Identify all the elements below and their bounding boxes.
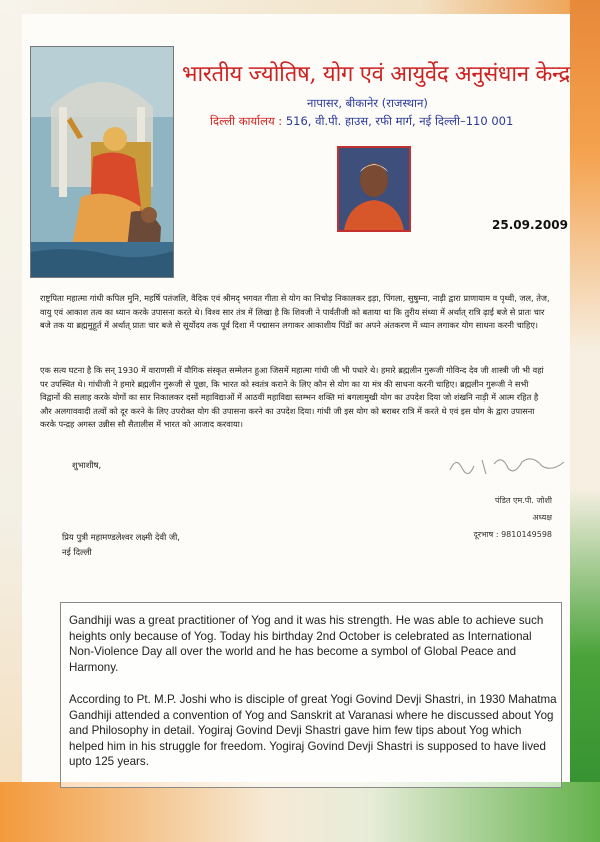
hindi-paragraph-1: राष्ट्रपिता महात्मा गांधी कपिल मुनि, महर्षि पतंजलि, वैदिक एवं श्रीमद् भगवत गीता से योग का निचोड़ निकालकर इड़ा, पिंगला, सुषुम्ना, नाड़ी द्वारा प्राणायाम व पृथ्वी, जल, तेज, वायु एवं आकाश तत्व का ध्यान करके उपासना करते थे। विश्व सार तंत्र में लिखा है कि शिवजी ने पार्वतीजी को बताया था कि तुरीय संध्या में अर्थात् रात्रि ढ़ाई बजे से प्रातः चार बजे तक या ब्रह्ममुहूर्त में अर्थात् प्रातः चार बजे से सूर्योदय तक पूर्व दिशा में पद्मासन लगाकर आकाशीय पिंडों का अपने अंतकरण में ध्यान लगाकर योग साधना करनी चाहिए। xyxy=(40,293,550,331)
english-summary-box xyxy=(60,602,562,788)
person-portrait-icon xyxy=(339,148,409,230)
hindi-paragraph-2: एक सत्य घटना है कि सन् 1930 में वाराणसी में यौगिक संस्कृत सम्मेलन हुआ जिसमें महात्मा गांधी जी भी पधारे थे। हमारे ब्रह्मलीन गुरूजी गोविन्द देव जी शास्त्री जी भी वहां पर उपस्थित थे। गांधीजी ने हमारे ब्रह्मलीन गुरूजी से पूछा, कि भारत को स्वतंत्र कराने के लिए कौन से योग का या मंत्र की साधना करनी चाहिए। ब्रह्मलीन गुरूजी ने सभी विद्वानों की सलाह करके योगों का सार निकालकर दसों महाविद्याओं में आठवीं महाविद्या स्तम्भन शक्ति मां बगलामुखी योग का उपदेश दिया जो शंखनि नाड़ी में आत्म रहित है और अलगाववादी तत्वों को दूर करने के लिए उपरोक्त योग की उपासना करने का उपदेश दिया। गांधी जी इस योग को बराबर रात्रि में करते थे एवं इस योग के द्वारा उपासना करके पन्द्रह अगस्त उन्नीस सौ सैतालीस में भारत को आजाद करवाया। xyxy=(40,365,544,430)
recipient-block xyxy=(62,530,180,560)
tricolour-bottom-band xyxy=(0,782,600,842)
signatory-title: अध्यक्ष xyxy=(532,513,552,522)
portrait-photo xyxy=(337,146,411,232)
organization-title: भारतीय ज्योतिष, योग एवं आयुर्वेद अनुसंधान केन्द्र xyxy=(182,62,570,87)
signature-block xyxy=(462,492,552,543)
office-label: दिल्ली कार्यालय : xyxy=(210,114,283,128)
phone-line xyxy=(462,526,552,543)
organization-location: नापासर, बीकानेर (राजस्थान) xyxy=(307,96,428,110)
recipient-line-1: प्रिय पुत्री महामण्डलेश्वर लक्ष्मी देवी जी, xyxy=(62,532,180,542)
tricolour-right-band xyxy=(570,0,600,842)
left-border xyxy=(0,0,22,842)
handwritten-signature-icon xyxy=(442,450,572,480)
english-paragraph-1: Gandhiji was a great practitioner of Yog and it was his strength. He was able to achieve such heights only because of Yog. Today his birthday 2nd October is celebrated as International Non-Violence Day all over the world and he has become a symbol of Global Peace and Harmony. xyxy=(69,614,544,674)
recipient-line-2: नई दिल्ली xyxy=(62,547,92,557)
greeting: शुभाशीष, xyxy=(72,460,102,470)
phone-number: 9810149598 xyxy=(501,530,552,539)
goddess-painting-icon xyxy=(31,47,173,277)
signatory-name: पंडित एम.पी. जोशी xyxy=(495,496,552,505)
goddess-painting-image xyxy=(30,46,174,278)
letter-date: 25.09.2009 xyxy=(492,218,568,232)
top-border xyxy=(0,0,600,14)
letter-page xyxy=(22,14,570,782)
office-address: 516, वी.पी. हाउस, रफी मार्ग, नई दिल्ली–110 001 xyxy=(285,114,514,128)
delhi-office-line xyxy=(210,114,513,129)
english-paragraph-2: According to Pt. M.P. Joshi who is disciple of great Yogi Govind Devji Shastri, in 1930 Mahatma Gandhiji attended a convention of Yog and Sanskrit at Varanasi where he discussed about Yog and Philosophy in detail. Yogiraj Govind Devji Shastri gave him few tips about Yog which helped him in his struggle for freedom. Yogiraj Govind Devji Shastri is supposed to have lived upto 125 years. xyxy=(69,693,557,769)
phone-label: दूरभाष : xyxy=(473,530,499,539)
